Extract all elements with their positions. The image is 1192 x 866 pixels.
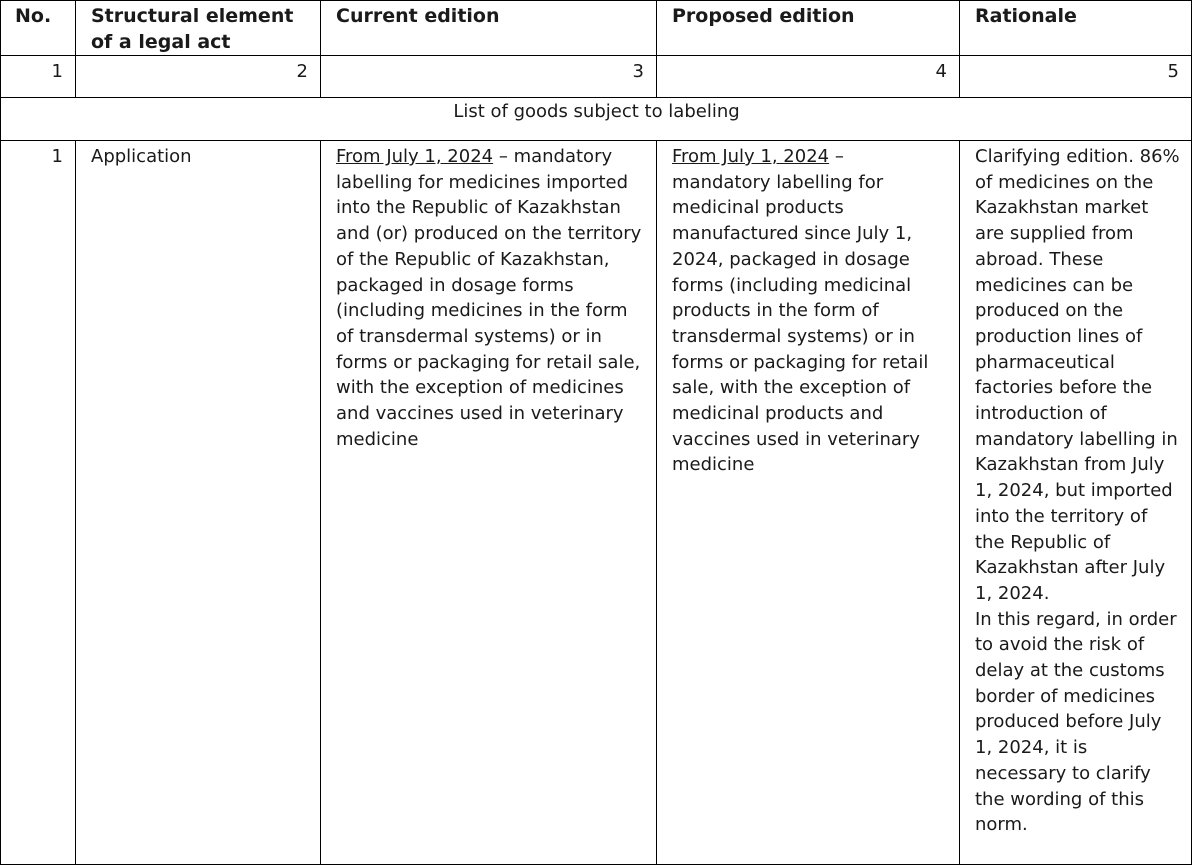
column-number-2: 2 [75, 55, 321, 98]
column-number-1: 1 [0, 55, 76, 98]
column-number-4: 4 [656, 55, 960, 98]
column-number-5: 5 [959, 55, 1192, 98]
header-current-edition: Current edition [320, 0, 657, 56]
section-title: List of goods subject to labeling [0, 97, 1192, 141]
column-number-3: 3 [320, 55, 657, 98]
rationale-paragraph-1: Clarifying edition. 86% of medicines on the Kazakhstan market are supplied from abroad. These medicines can be produced on the production lines of pharmaceutical factories before the introduction of mandatory labelling in Kazakhstan from July 1, 2024, but imported into the territory of the Republic of Kazakhstan after July 1, 2024. [975, 146, 1180, 604]
proposed-edition-text: – mandatory labelling for medicinal products manufactured since July 1, 2024, packaged in dosage forms (including medicinal products in the form of transdermal systems) or in forms or packaging for retail sale, with the exception of medicinal products and vaccines used in veterinary medicine [672, 146, 929, 476]
current-edition-date: From July 1, 2024 [336, 146, 494, 167]
proposed-edition-date: From July 1, 2024 [672, 146, 830, 167]
header-rationale: Rationale [959, 0, 1192, 56]
row-rationale [959, 140, 1192, 865]
row-proposed-edition [656, 140, 960, 865]
row-number: 1 [0, 140, 76, 865]
row-structural-element: Application [75, 140, 321, 865]
rationale-paragraph-2: In this regard, in order to avoid the risk of delay at the customs border of medicines produced before July 1, 2024, it is necessary to clarify the wording of this norm. [975, 608, 1177, 836]
header-proposed-edition: Proposed edition [656, 0, 960, 56]
row-current-edition [320, 140, 657, 865]
header-structural-element: Structural element of a legal act [75, 0, 321, 56]
current-edition-text: – mandatory labelling for medicines imported into the Republic of Kazakhstan and (or) produced on the territory of the Republic of Kazakhstan, packaged in dosage forms (including medicines in the form of transdermal systems) or in forms or packaging for retail sale, with the exception of medicines and vaccines used in veterinary medicine [336, 146, 642, 450]
header-no: No. [0, 0, 76, 56]
